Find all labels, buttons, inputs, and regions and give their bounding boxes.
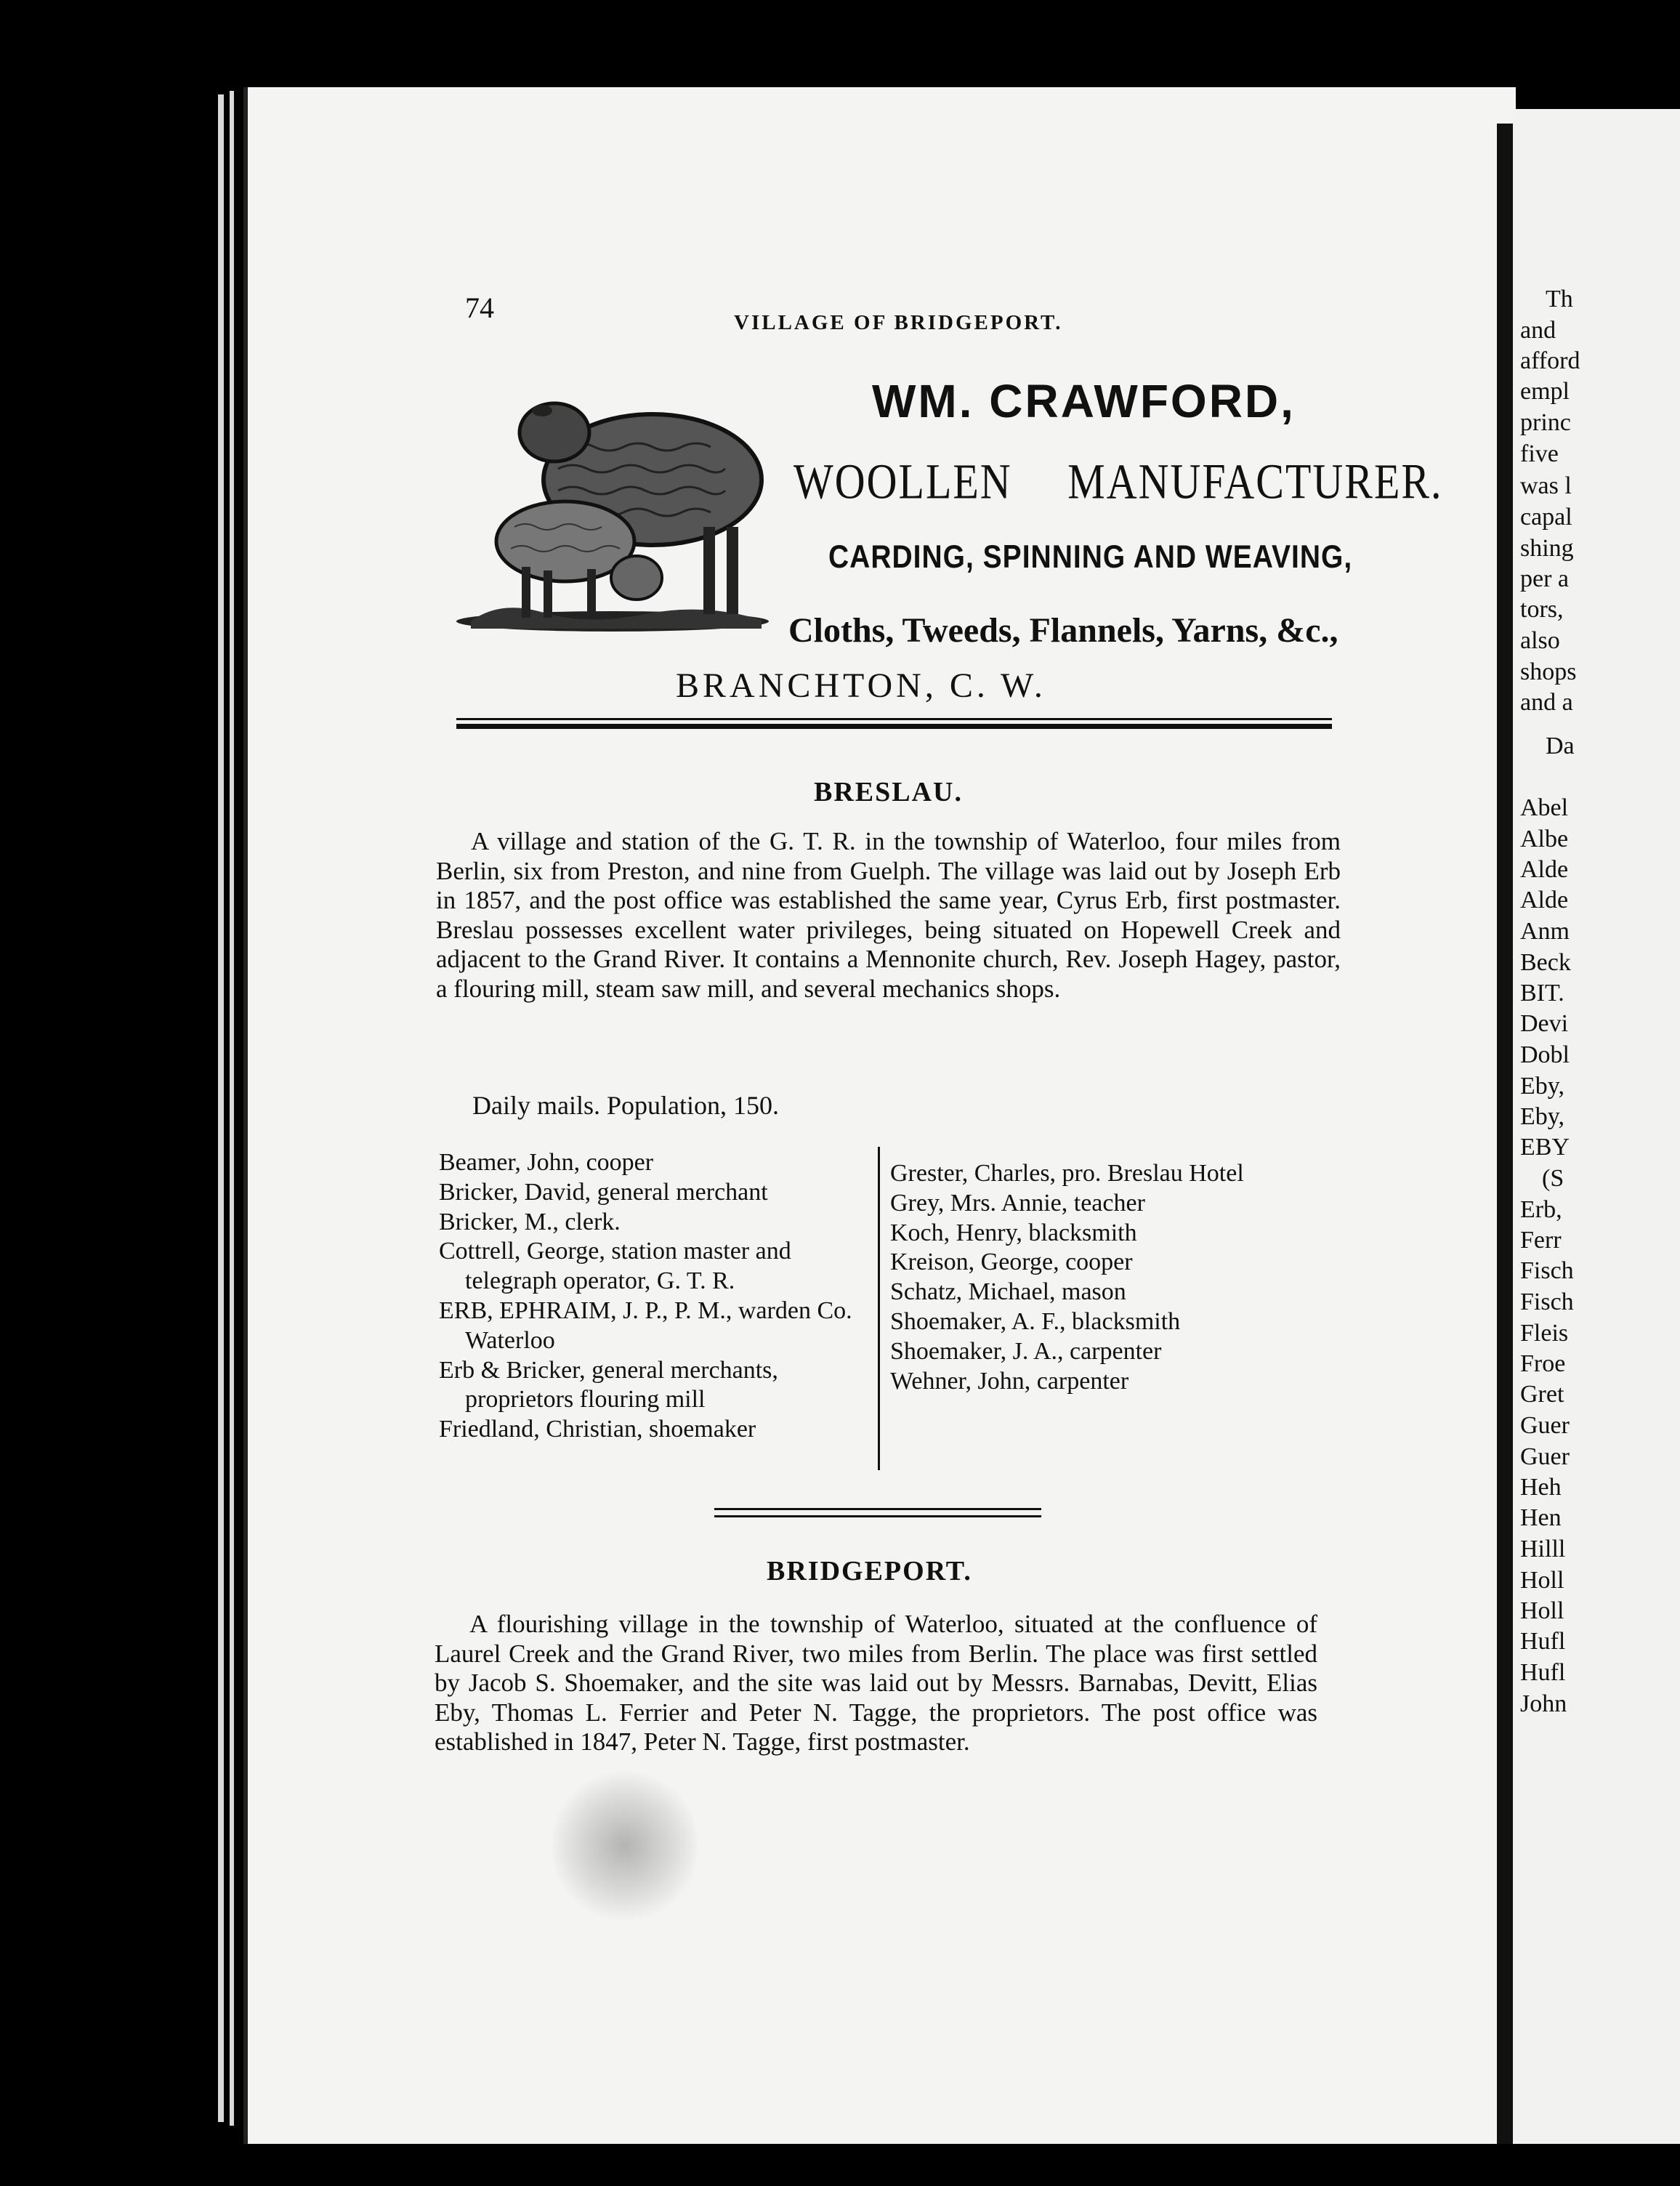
facing-page-text-fragment: Fisch (1520, 1257, 1574, 1284)
directory-entry: Grey, Mrs. Annie, teacher (890, 1189, 1145, 1217)
column-divider (878, 1147, 880, 1470)
advertiser-trade: WOOLLEN MANUFACTURER. (793, 453, 1443, 509)
facing-page-text-fragment: Holl (1520, 1567, 1564, 1594)
facing-page-text-fragment: Beck (1520, 949, 1571, 976)
facing-page-text-fragment: per a (1520, 565, 1570, 592)
directory-column-left (439, 1148, 875, 1445)
directory-entry: Cottrell, George, station master and telegraph operator, G. T. R. (439, 1238, 791, 1295)
facing-page-text-fragment: empl (1520, 378, 1570, 405)
facing-page-text-fragment: Dobl (1520, 1041, 1570, 1068)
facing-page-text-fragment: Hufl (1520, 1628, 1566, 1655)
directory-entry: Kreison, George, cooper (890, 1249, 1133, 1276)
section-divider (714, 1515, 1041, 1517)
facing-page-text-fragment: Gret (1520, 1381, 1564, 1408)
facing-page-text-fragment: John (1520, 1690, 1567, 1717)
facing-page-text-fragment: also (1520, 627, 1560, 654)
directory-entry: Bricker, David, general merchant (439, 1178, 768, 1206)
section-divider (456, 724, 1332, 729)
facing-page-text-fragment: Froe (1520, 1350, 1566, 1377)
breslau-description: A village and station of the G. T. R. in the township of Waterloo, four miles from Berlin, six from Preston, and nine from Guelph. The village was laid out by Joseph Erb in 1857, and the post office was established the same year, Cyrus Erb, first postmaster. Breslau possesses excellent water privileges, being situated on Hopewell Creek and adjacent to the Grand River. It contains a Mennonite church, Rev. Joseph Hagey, pastor, a flouring mill, steam saw mill, and several mechanics shops. (436, 827, 1341, 1003)
book-edge (218, 94, 224, 2122)
facing-page-text-fragment: Erb, (1520, 1196, 1562, 1223)
facing-page-text-fragment: capal (1520, 504, 1572, 531)
facing-page-text-fragment: tors, (1520, 596, 1564, 623)
facing-page-text-fragment: Fleis (1520, 1320, 1569, 1347)
facing-page-text-fragment: Albe (1520, 826, 1569, 852)
section-heading-breslau: BRESLAU. (814, 777, 963, 807)
directory-entry: Shoemaker, J. A., carpenter (890, 1337, 1162, 1365)
facing-page-text-fragment: Hen (1520, 1504, 1562, 1531)
facing-page-text-fragment: Guer (1520, 1412, 1570, 1439)
directory-column-right (890, 1159, 1341, 1396)
facing-page-text-fragment: Heh (1520, 1474, 1562, 1501)
facing-page-text-fragment: BIT. (1520, 980, 1564, 1007)
facing-page-text-fragment: Devi (1520, 1010, 1569, 1037)
facing-page-text-fragment: Guer (1520, 1443, 1570, 1470)
facing-page-text-fragment: Eby, (1520, 1103, 1565, 1130)
section-divider (714, 1508, 1041, 1510)
facing-page-text-fragment: shing (1520, 535, 1574, 562)
facing-page-text-fragment: Hufl (1520, 1659, 1566, 1686)
directory-entry: Friedland, Christian, shoemaker (439, 1416, 756, 1443)
facing-page-text-fragment: EBY (1520, 1134, 1570, 1161)
directory-entry: Wehner, John, carpenter (890, 1367, 1129, 1395)
advertiser-name: WM. CRAWFORD, (872, 375, 1296, 427)
facing-page (1513, 109, 1680, 2144)
ink-stain (552, 1766, 698, 1926)
facing-page-text-fragment: Abel (1520, 794, 1569, 821)
facing-page-text-fragment: five (1520, 440, 1559, 467)
directory-entry: Koch, Henry, blacksmith (890, 1219, 1137, 1246)
facing-page-text-fragment: Th (1546, 286, 1573, 312)
facing-page-text-fragment: and a (1520, 689, 1573, 716)
running-head: VILLAGE OF BRIDGEPORT. (734, 311, 1063, 334)
facing-page-text-fragment: Holl (1520, 1597, 1564, 1624)
facing-page-text-fragment: Da (1546, 733, 1575, 759)
directory-entry: Beamer, John, cooper (439, 1149, 654, 1176)
facing-page-text-fragment: Eby, (1520, 1073, 1565, 1100)
facing-page-text-fragment: princ (1520, 409, 1571, 436)
facing-page-text-fragment: Alde (1520, 887, 1569, 913)
facing-page-text-fragment: Ferr (1520, 1227, 1562, 1254)
facing-page-text-fragment: Fisch (1520, 1288, 1574, 1315)
facing-page-text-fragment: Hilll (1520, 1536, 1566, 1562)
directory-entry: ERB, EPHRAIM, J. P., P. M., warden Co. Waterloo (439, 1296, 852, 1354)
directory-entry: Shoemaker, A. F., blacksmith (890, 1307, 1181, 1335)
facing-page-text-fragment: shops (1520, 658, 1577, 685)
book-gutter (1497, 124, 1513, 2144)
book-edge (230, 91, 234, 2126)
bridgeport-description: A flourishing village in the township of Waterloo, situated at the confluence of Laurel Creek and the Grand River, two miles from Berlin. The place was first settled by Jacob S. Shoemaker, and the site was laid out by Messrs. Barnabas, Devitt, Elias Eby, Thomas L. Ferrier and Peter N. Tagge, the proprietors. The post office was established in 1847, Peter N. Tagge, first postmaster. (435, 1610, 1317, 1757)
breslau-statistics: Daily mails. Population, 150. (472, 1091, 779, 1120)
directory-entry: Grester, Charles, pro. Breslau Hotel (890, 1160, 1244, 1187)
page-number: 74 (465, 291, 494, 324)
facing-page-text-fragment: Alde (1520, 856, 1569, 883)
section-heading-bridgeport: BRIDGEPORT. (767, 1556, 972, 1586)
facing-page-text-fragment: (S (1542, 1165, 1564, 1192)
directory-entry: Erb & Bricker, general merchants, proprietors flouring mill (439, 1356, 778, 1413)
directory-entry: Bricker, M., clerk. (439, 1208, 621, 1235)
facing-page-text-fragment: and (1520, 317, 1556, 344)
facing-page-text-fragment: Anm (1520, 918, 1570, 945)
section-divider (456, 718, 1332, 720)
facing-page-text-fragment: afford (1520, 347, 1580, 374)
advertiser-location: BRANCHTON, C. W. (676, 666, 1046, 705)
advertiser-services: CARDING, SPINNING AND WEAVING, (828, 539, 1353, 576)
sheep-and-lamb-engraving (456, 382, 776, 632)
directory-entry: Schatz, Michael, mason (890, 1278, 1126, 1306)
advertiser-goods: Cloths, Tweeds, Flannels, Yarns, &c., (788, 611, 1338, 650)
facing-page-text-fragment: was l (1520, 472, 1572, 499)
